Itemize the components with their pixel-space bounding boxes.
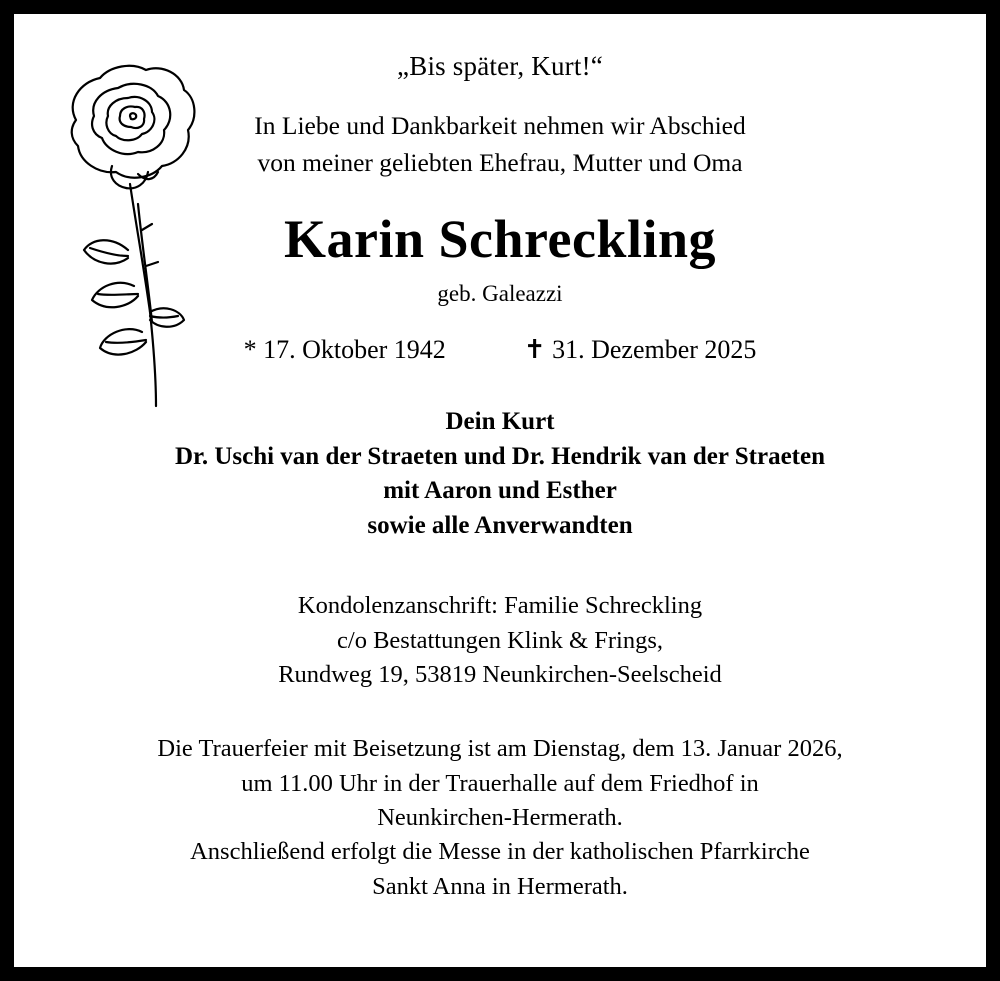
- obituary-frame: [11, 11, 989, 970]
- condolence-address: [44, 589, 956, 692]
- deceased-name: Karin Schreckling: [283, 208, 717, 269]
- birth-date: * 17. Oktober 1942: [243, 335, 446, 365]
- condolence-line: c/o Bestattungen Klink & Frings,: [337, 626, 663, 654]
- life-dates: [44, 335, 956, 365]
- mourner-line: Dr. Uschi van der Straeten und Dr. Hendrik van der Straeten: [174, 442, 826, 470]
- ceremony-line: Neunkirchen-Hermerath.: [377, 803, 623, 831]
- death-date: ✝ 31. Dezember 2025: [523, 335, 757, 365]
- intro-line-2: von meiner geliebten Ehefrau, Mutter und Oma: [257, 147, 743, 177]
- quote-text: „Bis später, Kurt!“: [397, 51, 603, 81]
- condolence-line: Rundweg 19, 53819 Neunkirchen-Seelscheid: [278, 661, 722, 689]
- ceremony-line: Sankt Anna in Hermerath.: [372, 872, 628, 900]
- intro-text: [44, 108, 956, 180]
- intro-line-1: In Liebe und Dankbarkeit nehmen wir Abschied: [254, 111, 746, 141]
- mourner-line: Dein Kurt: [445, 408, 555, 436]
- ceremony-line: um 11.00 Uhr in der Trauerhalle auf dem Friedhof in: [241, 769, 759, 797]
- mourners-list: [44, 405, 956, 543]
- mourner-line: sowie alle Anverwandten: [367, 511, 633, 539]
- obituary-content: [14, 14, 986, 967]
- condolence-line: Kondolenzanschrift: Familie Schreckling: [297, 592, 703, 620]
- ceremony-line: Die Trauerfeier mit Beisetzung ist am Dienstag, dem 13. Januar 2026,: [157, 735, 843, 763]
- ceremony-line: Anschließend erfolgt die Messe in der katholischen Pfarrkirche: [190, 838, 810, 866]
- mourner-line: mit Aaron und Esther: [383, 477, 617, 505]
- ceremony-details: [44, 732, 956, 903]
- maiden-name: geb. Galeazzi: [437, 281, 563, 307]
